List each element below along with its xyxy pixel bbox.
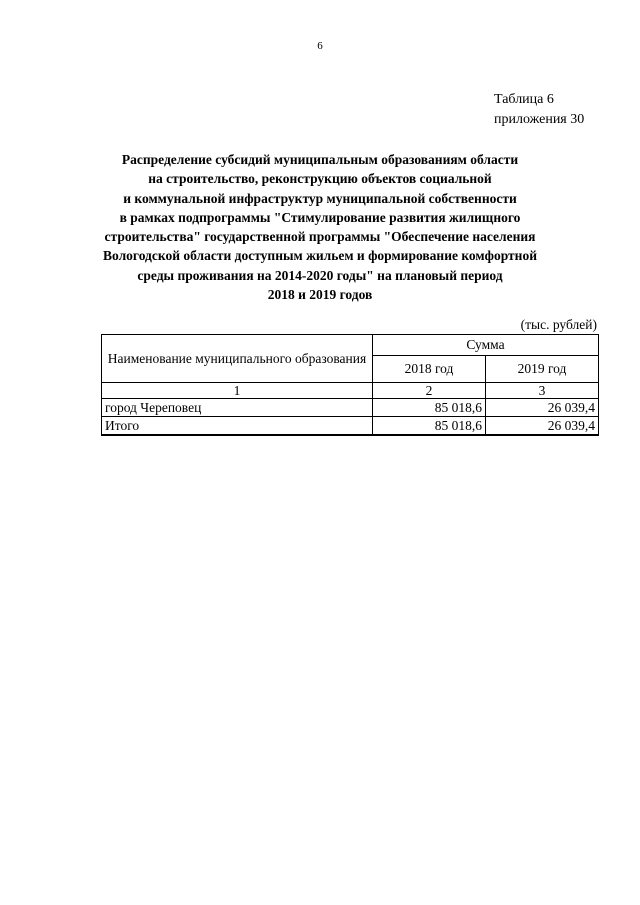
title-line-8: 2018 и 2019 годов	[267, 287, 373, 303]
appendix-reference	[494, 90, 584, 130]
header-year-2019: 2019 год	[486, 356, 599, 383]
amount-2019: 26 039,4	[486, 399, 599, 417]
appendix-label: приложения 30	[494, 112, 585, 127]
municipality-name: город Череповец	[102, 399, 373, 417]
title-line-7: среды проживания на 2014-2020 годы" на плановый период	[137, 267, 503, 283]
column-number-3: 3	[486, 383, 599, 399]
header-sum: Сумма	[373, 335, 599, 356]
title-line-6: Вологодской области доступным жильем и формирование комфортной	[103, 248, 537, 264]
title-line-1: Распределение субсидий муниципальным образованиям области	[121, 152, 519, 167]
title-line-5: строительства" государственной программы "Обеспечение населения	[104, 229, 536, 245]
total-row	[102, 417, 599, 436]
column-number-2: 2	[373, 383, 486, 399]
title-line-3: и коммунальной инфраструктур муниципальной собственности	[123, 190, 517, 206]
table-row	[102, 399, 599, 417]
total-2019: 26 039,4	[486, 417, 599, 436]
header-municipality-name: Наименование муниципального образования	[102, 335, 373, 383]
title-line-2: на строительство, реконструкцию объектов социальной	[148, 171, 492, 187]
total-label: Итого	[102, 417, 373, 436]
subsidies-table	[101, 334, 599, 436]
total-2018: 85 018,6	[373, 417, 486, 436]
header-year-2018: 2018 год	[373, 356, 486, 383]
table-label: Таблица 6	[494, 92, 554, 107]
column-number-1: 1	[102, 383, 373, 399]
document-title	[60, 150, 580, 304]
header-row	[102, 335, 599, 356]
units-note: (тыс. рублей)	[520, 317, 597, 332]
page-number: 6	[317, 40, 323, 52]
amount-2018: 85 018,6	[373, 399, 486, 417]
title-line-4: в рамках подпрограммы "Стимулирование развития жилищного	[119, 209, 521, 225]
column-numbers-row	[102, 383, 599, 399]
